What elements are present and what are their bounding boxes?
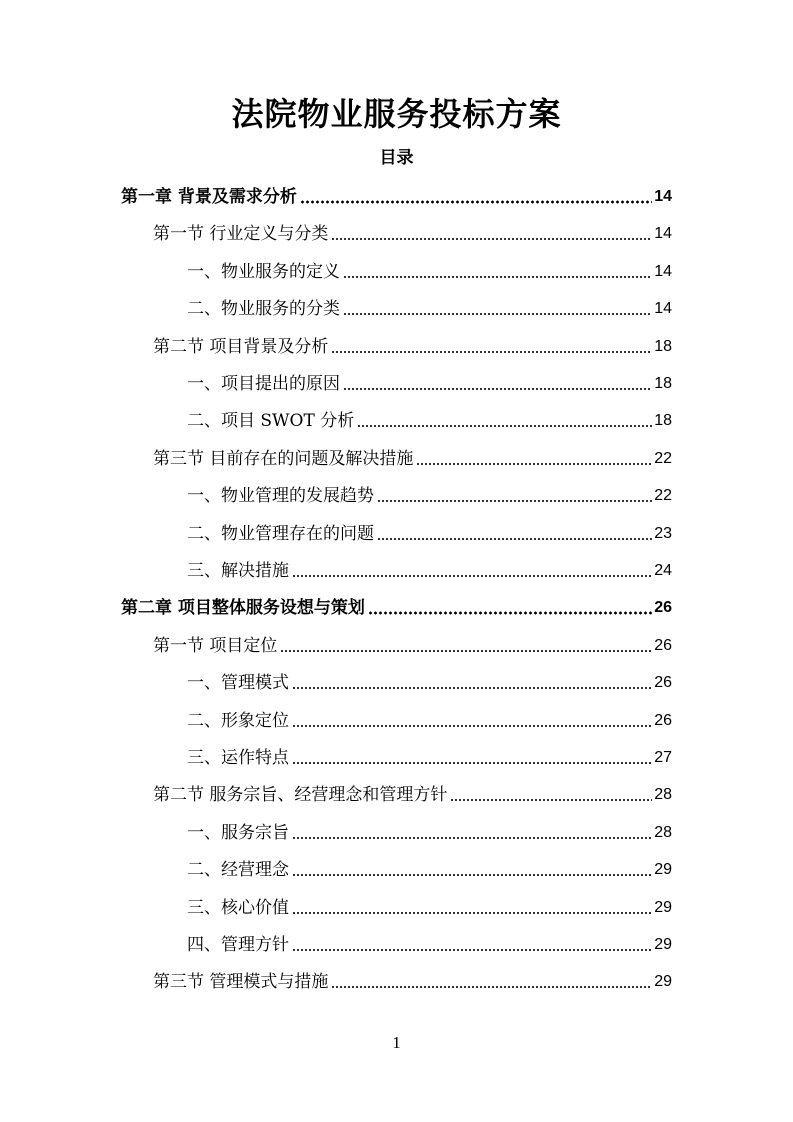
toc-entry-page: 29 bbox=[654, 861, 672, 879]
toc-dot-leader bbox=[292, 873, 652, 877]
toc-entry-title: 第三节 管理模式与措施 bbox=[153, 972, 329, 993]
toc-entry[interactable] bbox=[121, 588, 672, 625]
toc-entry-page: 28 bbox=[654, 823, 672, 841]
toc-entry-title: 第一节 行业定义与分类 bbox=[153, 224, 329, 245]
toc-entry-title: 第二节 服务宗旨、经营理念和管理方针 bbox=[153, 785, 448, 806]
toc-entry[interactable] bbox=[187, 850, 672, 887]
toc-entry-title: 第二节 项目背景及分析 bbox=[153, 336, 329, 357]
toc-entry-title: 三、解决措施 bbox=[187, 561, 289, 581]
toc-entry-page: 18 bbox=[654, 375, 672, 392]
toc-entry-title: 三、核心价值 bbox=[187, 897, 289, 918]
toc-dot-leader bbox=[343, 275, 652, 279]
toc-entry-page: 26 bbox=[654, 674, 672, 692]
toc-entry-page: 28 bbox=[654, 786, 672, 804]
toc-entry-page: 26 bbox=[654, 636, 672, 654]
toc-entry-title: 一、项目提出的原因 bbox=[187, 374, 340, 394]
toc-entry[interactable] bbox=[187, 663, 672, 700]
toc-entry-title: 二、形象定位 bbox=[187, 710, 289, 731]
toc-entry[interactable] bbox=[187, 401, 672, 438]
toc-entry[interactable] bbox=[187, 925, 672, 962]
toc-dot-leader bbox=[331, 237, 652, 241]
toc-entry[interactable] bbox=[153, 214, 672, 251]
toc-entry[interactable] bbox=[153, 626, 672, 663]
toc-entry[interactable] bbox=[121, 177, 672, 214]
toc-entry-title: 一、服务宗旨 bbox=[187, 822, 289, 843]
toc-entry-page: 26 bbox=[654, 599, 672, 617]
toc-dot-leader bbox=[331, 350, 652, 354]
toc-dot-leader bbox=[292, 574, 652, 578]
page-number: 1 bbox=[392, 1033, 401, 1052]
toc-dot-leader bbox=[292, 836, 652, 840]
toc-entry[interactable] bbox=[187, 738, 672, 775]
toc-entry[interactable] bbox=[187, 364, 672, 401]
toc-entry[interactable] bbox=[153, 439, 672, 476]
toc-entry-page: 26 bbox=[654, 711, 672, 729]
toc-entry-title: 二、项目 SWOT 分析 bbox=[187, 411, 355, 432]
toc-dot-leader bbox=[300, 200, 652, 204]
toc-entry-page: 14 bbox=[654, 262, 672, 280]
toc-entry-title: 一、物业管理的发展趋势 bbox=[187, 486, 374, 507]
toc-entry-page: 29 bbox=[654, 898, 672, 916]
toc-entry-page: 29 bbox=[654, 936, 672, 953]
toc-entry-page: 29 bbox=[654, 973, 672, 991]
toc-entry-title: 第三节 目前存在的问题及解决措施 bbox=[153, 448, 414, 469]
toc-dot-leader bbox=[357, 424, 652, 428]
toc-entry[interactable] bbox=[187, 551, 672, 588]
toc-entry-page: 27 bbox=[654, 749, 672, 766]
toc-entry-title: 第一章 背景及需求分析 bbox=[121, 187, 297, 207]
toc-entry-page: 22 bbox=[654, 449, 672, 467]
toc-dot-leader bbox=[280, 649, 652, 653]
toc-entry[interactable] bbox=[153, 327, 672, 364]
toc-entry-title: 二、经营理念 bbox=[187, 860, 289, 881]
toc-dot-leader bbox=[368, 611, 652, 615]
toc-entry[interactable] bbox=[187, 888, 672, 925]
toc-entry[interactable] bbox=[187, 289, 672, 326]
toc-dot-leader bbox=[292, 724, 652, 728]
toc-entry-page: 18 bbox=[654, 412, 672, 430]
toc-entry-title: 三、运作特点 bbox=[187, 748, 289, 768]
toc-entry-page: 14 bbox=[654, 225, 672, 243]
toc-entry[interactable] bbox=[187, 252, 672, 289]
toc-entry[interactable] bbox=[187, 476, 672, 513]
toc-dot-leader bbox=[292, 761, 652, 765]
toc-dot-leader bbox=[416, 462, 652, 466]
toc-entry[interactable] bbox=[153, 962, 672, 999]
toc-entry[interactable] bbox=[187, 701, 672, 738]
toc-dot-leader bbox=[292, 686, 652, 690]
toc-dot-leader bbox=[377, 499, 652, 503]
toc-dot-leader bbox=[292, 948, 652, 952]
toc-dot-leader bbox=[343, 387, 652, 391]
toc-entry-title: 一、管理模式 bbox=[187, 673, 289, 694]
toc-entry[interactable] bbox=[153, 775, 672, 812]
toc-entry-title: 一、物业服务的定义 bbox=[187, 261, 340, 282]
toc-entry[interactable] bbox=[187, 813, 672, 850]
toc-entry-page: 22 bbox=[654, 487, 672, 505]
toc-entry-page: 14 bbox=[654, 188, 672, 205]
toc-entry-title: 四、管理方针 bbox=[187, 935, 289, 955]
toc-dot-leader bbox=[450, 798, 652, 802]
toc-entry-page: 24 bbox=[654, 562, 672, 579]
toc-dot-leader bbox=[343, 312, 652, 316]
toc-entry[interactable] bbox=[187, 514, 672, 551]
toc-entry-title: 二、物业管理存在的问题 bbox=[187, 523, 374, 544]
toc-dot-leader bbox=[292, 911, 652, 915]
toc-entry-page: 18 bbox=[654, 337, 672, 355]
toc-entry-title: 第一节 项目定位 bbox=[153, 635, 278, 656]
toc-dot-leader bbox=[331, 985, 652, 989]
toc-entry-title: 第二章 项目整体服务设想与策划 bbox=[121, 598, 365, 619]
toc-heading: 目录 bbox=[379, 148, 414, 168]
document-title: 法院物业服务投标方案 bbox=[231, 95, 562, 133]
toc-entry-page: 23 bbox=[654, 524, 672, 542]
toc-dot-leader bbox=[377, 537, 652, 541]
toc-entry-page: 14 bbox=[654, 300, 672, 318]
toc-entry-title: 二、物业服务的分类 bbox=[187, 299, 340, 320]
